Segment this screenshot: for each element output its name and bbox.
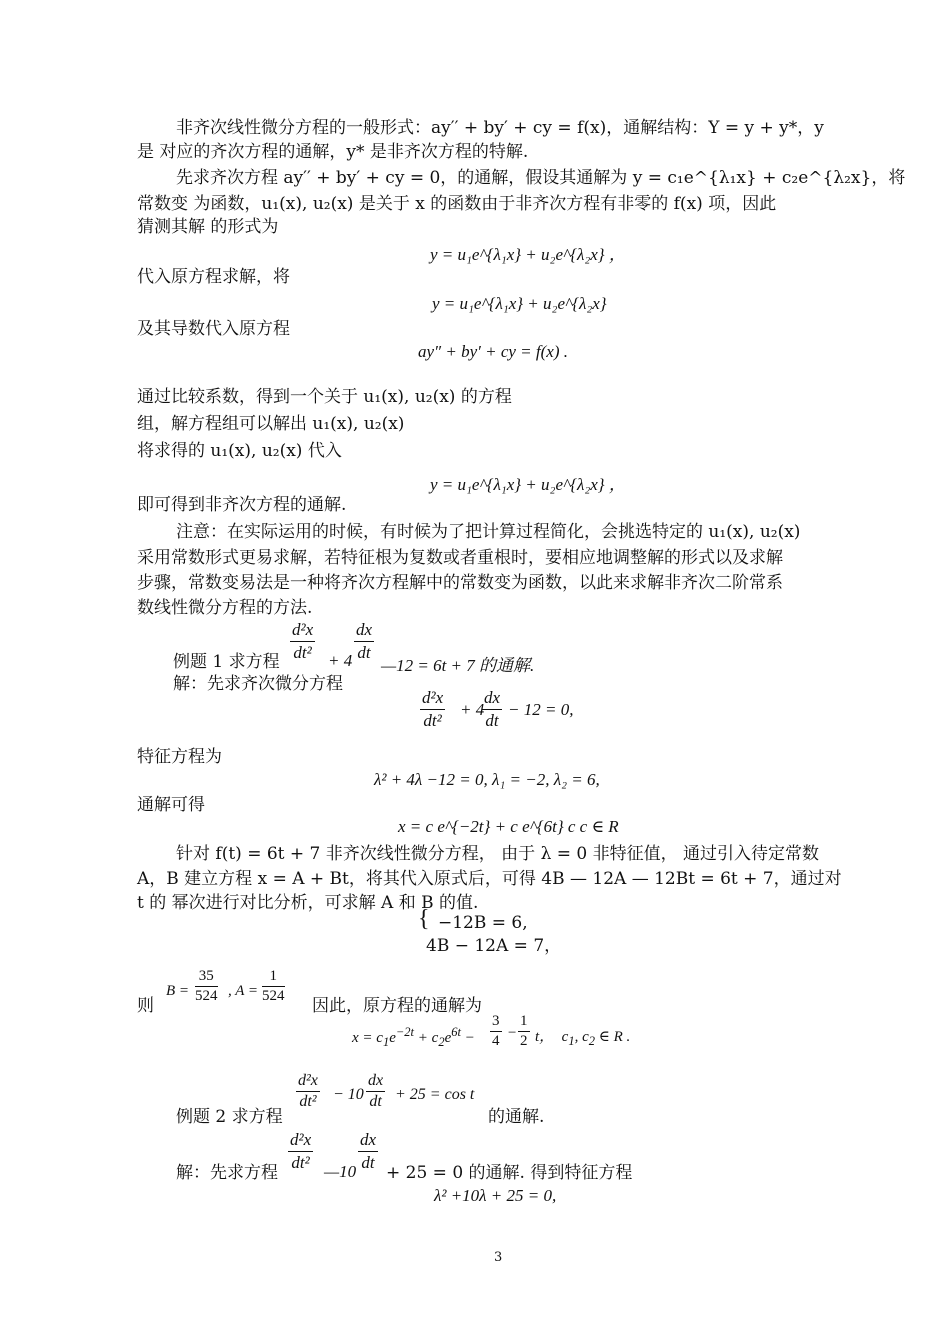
text-line: 因此，原方程的通解为	[312, 996, 482, 1016]
numerator: 1	[262, 968, 285, 987]
fraction-1-524	[262, 968, 285, 1005]
denominator: dt	[485, 711, 499, 730]
text-line: + 25 = 0 的通解. 得到特征方程	[386, 1163, 633, 1183]
equation: 4B − 12A = 7，	[426, 936, 562, 956]
fraction-dx-dt	[358, 1130, 378, 1173]
text-line: 非齐次线性微分方程的一般形式：ay′′ + by′ + cy = f(x)，通解结构：Y = y + y*，y	[176, 118, 824, 138]
text-line: 数线性微分方程的方法.	[137, 598, 313, 618]
minus: −	[507, 1025, 518, 1041]
numerator: d²x	[420, 688, 445, 710]
text-line: 针对 f(t) = 6t + 7 非齐次线性微分方程， 由于 λ = 0 非特征值， 通过引入待定常数	[176, 844, 820, 864]
text-line: 通过比较系数，得到一个关于 u₁(x), u₂(x) 的方程	[137, 387, 512, 407]
numerator: dx	[482, 688, 502, 710]
equation: + 4	[328, 651, 353, 670]
denominator: dt	[357, 643, 371, 662]
a-equals: , A =	[228, 983, 258, 999]
equation: + 25 = cos t	[395, 1086, 475, 1103]
text-line: A，B 建立方程 x = A + Bt，将其代入原式后，可得 4B — 12A — 12Bt = 6t + 7，通过对	[137, 869, 842, 889]
equation: y = u₁e^{λ₁x} + u₂e^{λ₂x} ，	[430, 475, 626, 494]
equation: λ² +10λ + 25 = 0,	[434, 1186, 557, 1205]
equation	[166, 983, 189, 1000]
denominator: dt²	[423, 711, 442, 730]
text-line: 及其导数代入原方程	[137, 319, 290, 339]
numerator: dx	[366, 1072, 385, 1092]
equation: − 12 = 0,	[508, 700, 574, 719]
equation: y = u₁e^{λ₁x} + u₂e^{λ₂x} ，	[430, 245, 626, 264]
fraction-d2x-dt2	[288, 1130, 313, 1173]
denominator: 524	[195, 988, 218, 1004]
text-line: 的通解.	[488, 1107, 545, 1127]
equation: x = c e^{−2t} + c e^{6t} c c ∈ R	[398, 817, 619, 836]
text-line: 采用常数形式更易求解，若特征根为复数或者重根时，要相应地调整解的形式以及求解	[137, 548, 783, 568]
fraction-dx-dt	[366, 1072, 385, 1111]
brace: {	[418, 906, 430, 932]
fraction-dx-dt	[482, 688, 502, 731]
equation: —10	[324, 1162, 357, 1181]
text-line: 组，解方程组可以解出 u₁(x), u₂(x)	[137, 414, 405, 434]
numerator: dx	[354, 620, 374, 642]
denominator: 4	[492, 1033, 500, 1049]
text-line: t 的 幂次进行对比分析，可求解 A 和 B 的值.	[137, 893, 479, 913]
fraction-d2x-dt2	[420, 688, 445, 731]
example-label: 例题 2 求方程	[176, 1107, 283, 1127]
text-line: 注意：在实际运用的时候，有时候为了把计算过程简化，会挑选特定的 u₁(x), u₂(x)	[176, 522, 801, 542]
numerator: 3	[490, 1013, 502, 1032]
denominator: dt²	[299, 1093, 317, 1110]
page-number: 3	[494, 1250, 503, 1265]
numerator: dx	[358, 1130, 378, 1152]
text-line: 即可得到非齐次方程的通解.	[137, 495, 347, 515]
b-equals: B =	[166, 983, 190, 999]
numerator: d²x	[290, 620, 315, 642]
numerator: d²x	[296, 1072, 320, 1092]
denominator: dt	[361, 1153, 375, 1172]
equation: y = u₁e^{λ₁x} + u₂e^{λ₂x}	[432, 294, 607, 313]
fraction-d2x-dt2	[296, 1072, 320, 1111]
example-label: 例题 1 求方程	[173, 652, 280, 672]
text-line: 将求得的 u₁(x), u₂(x) 代入	[137, 441, 342, 461]
text-line: 常数变 为函数，u₁(x), u₂(x) 是关于 x 的函数由于非齐次方程有非零的 f(x) 项，因此	[137, 194, 777, 214]
numerator: 1	[518, 1013, 530, 1032]
equation: λ² + 4λ −12 = 0, λ₁ = −2, λ₂ = 6,	[374, 770, 600, 789]
fraction-3-4	[490, 1013, 502, 1050]
equation: −12B = 6,	[438, 913, 528, 933]
fraction-1-2	[518, 1013, 530, 1050]
text-line: 步骤，常数变易法是一种将齐次方程解中的常数变为函数，以此来求解非齐次二阶常系	[137, 573, 783, 593]
text-line: 解：先求方程	[176, 1163, 278, 1183]
denominator: dt²	[291, 1153, 310, 1172]
text-line: 通解可得	[137, 795, 205, 815]
equation: t， $c_1$, $c_2$ ∈ R .	[535, 1029, 631, 1048]
denominator: dt	[369, 1093, 382, 1110]
text-line: 先求齐次方程 ay′′ + by′ + cy = 0，的通解，假设其通解为 y = c₁e^{λ₁x} + c₂e^{λ₂x}，将	[176, 168, 906, 188]
equation: —12 = 6t + 7 的通解.	[381, 656, 535, 675]
text-line: 是 对应的齐次方程的通解，y* 是非齐次方程的特解.	[137, 142, 529, 162]
numerator: d²x	[288, 1130, 313, 1152]
fraction-35-524	[195, 968, 218, 1005]
equation: + 4	[460, 700, 485, 719]
denominator: dt²	[293, 643, 312, 662]
fraction-dx-dt	[354, 620, 374, 663]
numerator: 35	[195, 968, 218, 987]
equation-general-solution: $x = c_1e^{-2t} + c_2e^{6t}$ −	[352, 1025, 475, 1049]
equation: ay″ + by′ + cy = f(x) .	[418, 342, 568, 361]
text-line: 特征方程为	[137, 747, 222, 767]
text-line: 猜测其解 的形式为	[137, 217, 279, 237]
equation: − 10	[333, 1086, 364, 1103]
fraction-d2x-dt2	[290, 620, 315, 663]
denominator: 2	[520, 1033, 528, 1049]
denominator: 524	[262, 988, 285, 1004]
text-line: 则	[137, 996, 154, 1016]
text-line: 解：先求齐次微分方程	[173, 674, 343, 694]
text-line: 代入原方程求解，将	[137, 267, 290, 287]
